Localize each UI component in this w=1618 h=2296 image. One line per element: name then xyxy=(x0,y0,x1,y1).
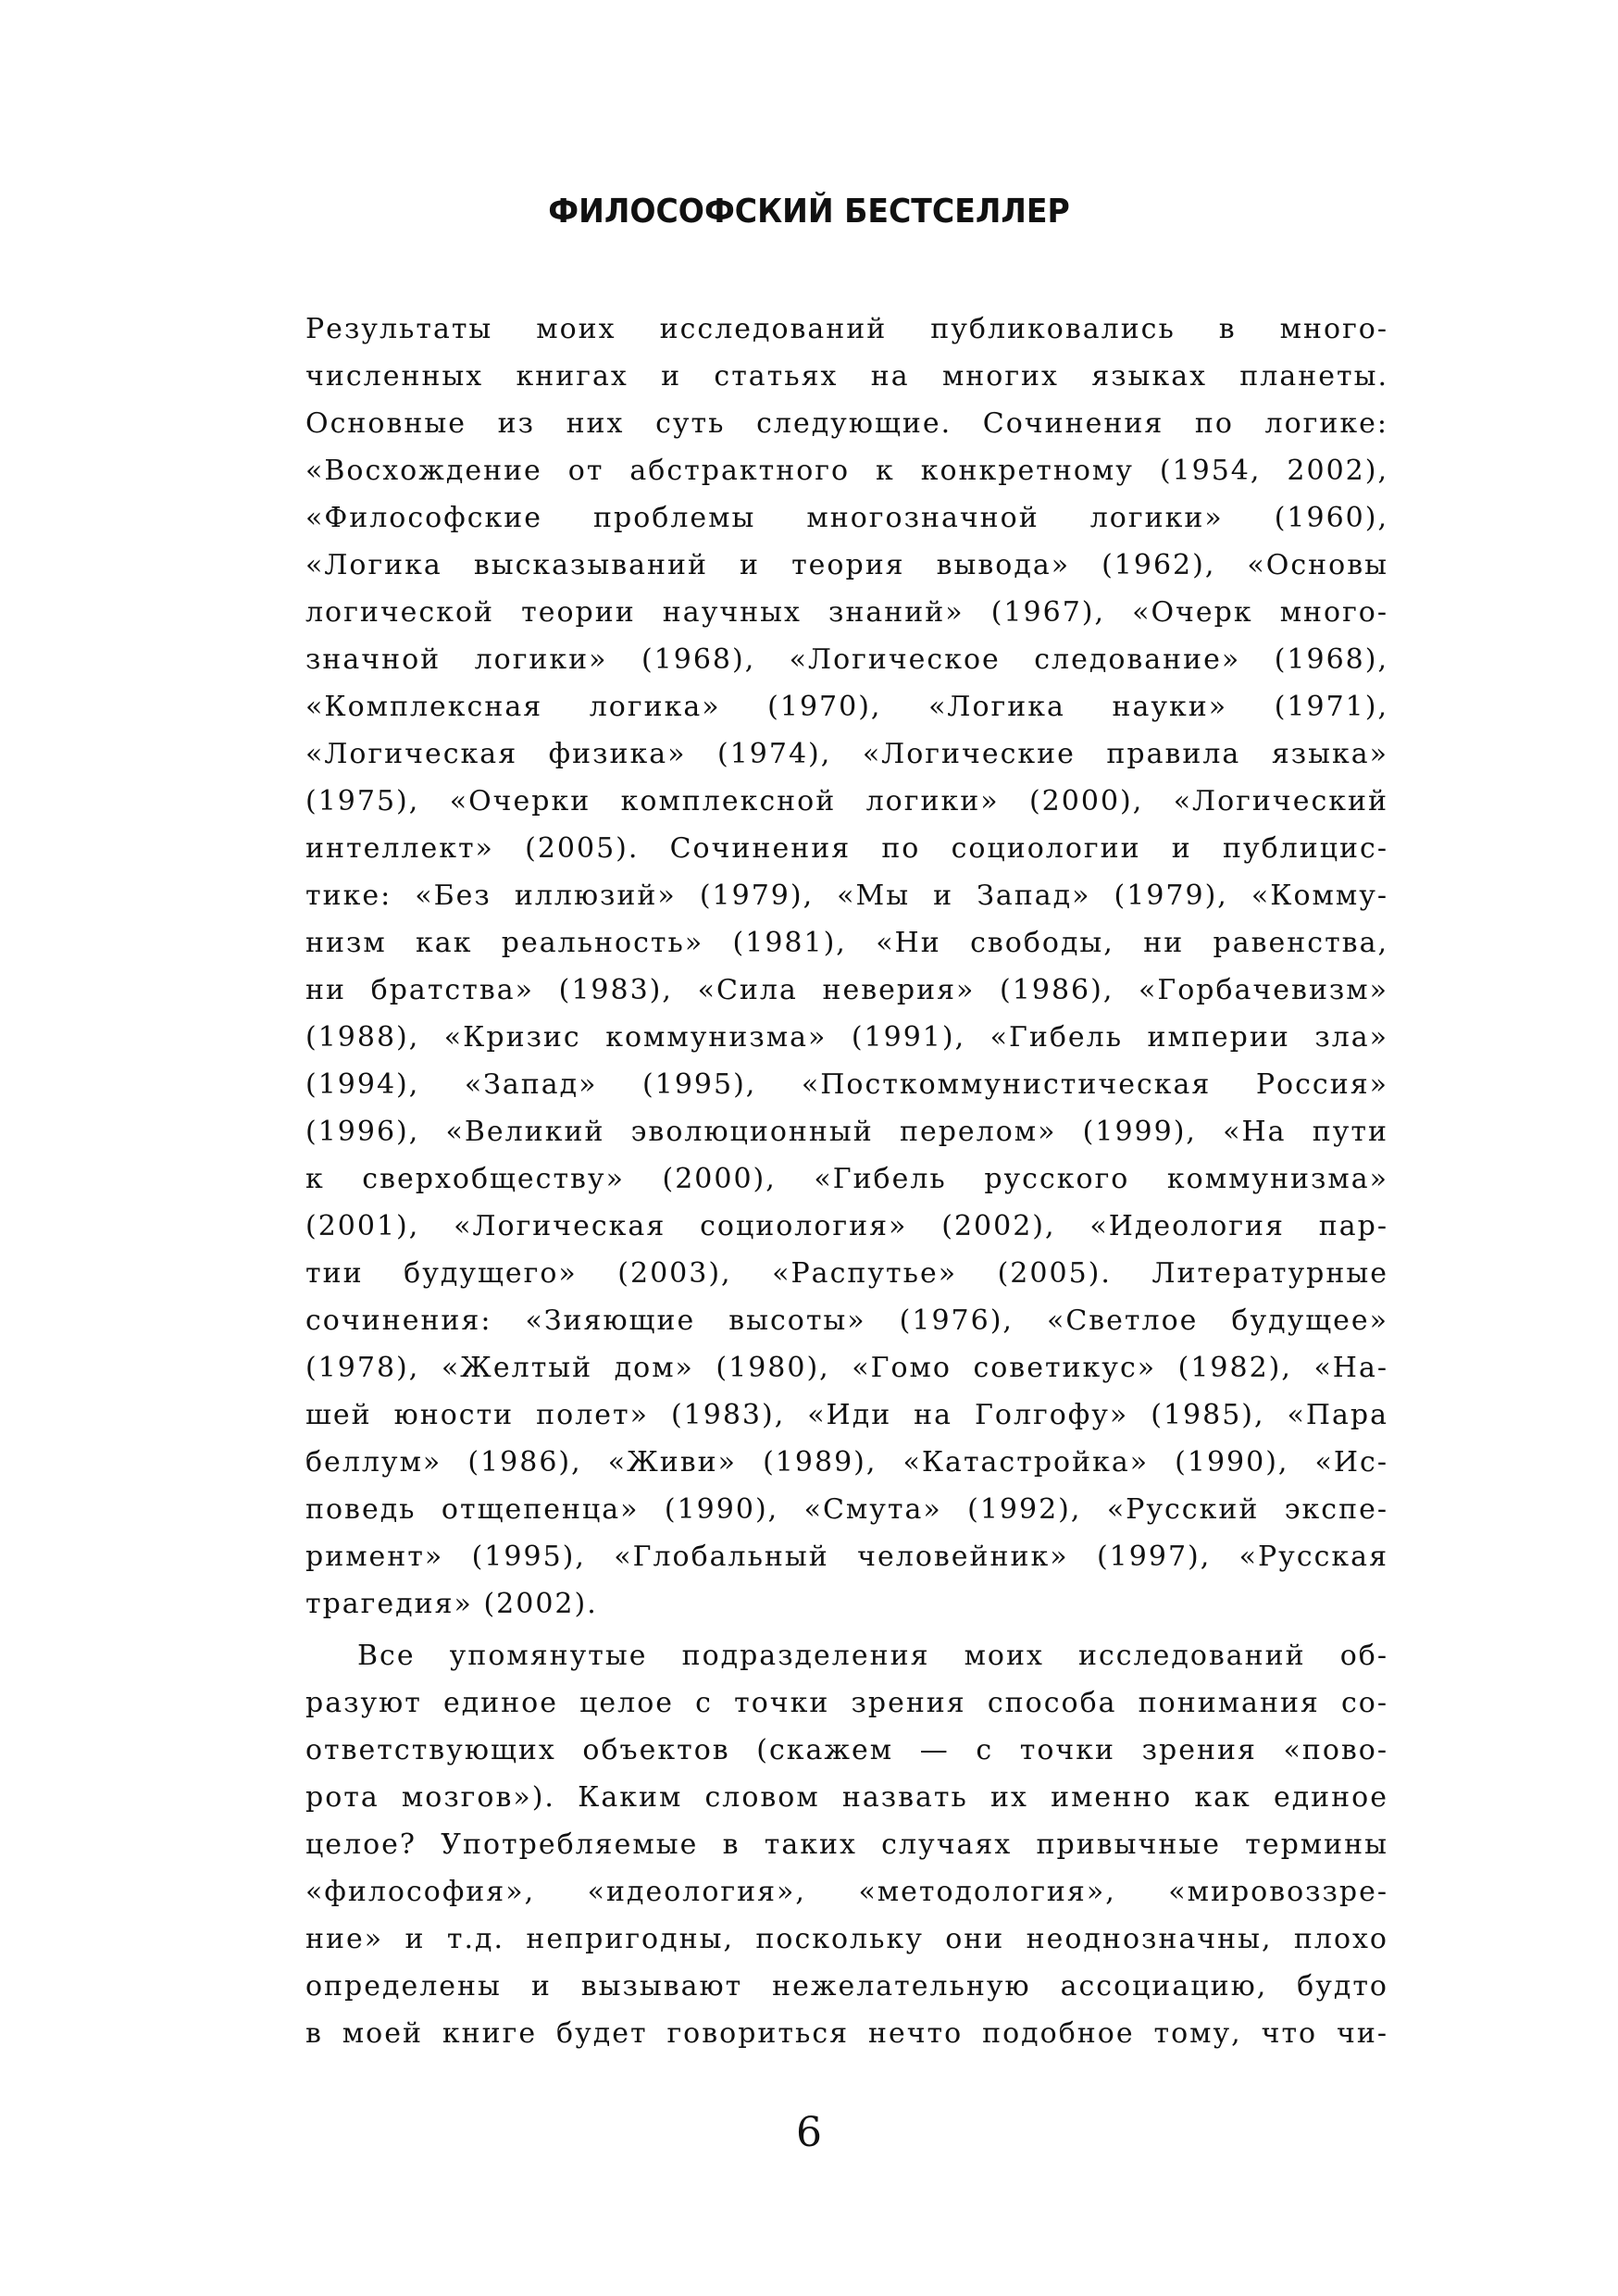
paragraph-1 xyxy=(305,306,1388,1628)
text-line: Все упомянутые подразделения моих исследований об- xyxy=(357,1640,1388,1672)
text-line: интеллект» (2005). Сочинения по социологии и публицис- xyxy=(305,832,1388,865)
text-line: определены и вызывают нежелательную ассоциацию, будто xyxy=(305,1970,1388,2003)
text-line: Результаты моих исследований публиковались в много- xyxy=(305,313,1388,345)
text-line: (1975), «Очерки комплексной логики» (2000), «Логический xyxy=(305,785,1388,817)
text-line: логической теории научных знаний» (1967), «Очерк много- xyxy=(305,596,1388,629)
text-line: трагедия» (2002). xyxy=(305,1588,598,1620)
text-line: значной логики» (1968), «Логическое следование» (1968), xyxy=(305,643,1388,676)
text-line: тии будущего» (2003), «Распутье» (2005). Литературные xyxy=(305,1257,1388,1290)
page-number: 6 xyxy=(796,2109,822,2156)
text-line: в моей книге будет говориться нечто подобное тому, что чи- xyxy=(305,2017,1388,2050)
text-line: разуют единое целое с точки зрения способа понимания со- xyxy=(305,1687,1388,1719)
text-line: римент» (1995), «Глобальный человейник» (1997), «Русская xyxy=(305,1541,1388,1573)
text-line: «Восхождение от абстрактного к конкретному (1954, 2002), xyxy=(305,455,1388,487)
text-line: «философия», «идеология», «методология», «мировоззре- xyxy=(305,1876,1388,1908)
text-line: к сверхобществу» (2000), «Гибель русского коммунизма» xyxy=(305,1163,1388,1195)
text-line: поведь отщепенца» (1990), «Смута» (1992), «Русский экспе- xyxy=(305,1493,1388,1526)
text-line: ни братства» (1983), «Сила неверия» (1986), «Горбачевизм» xyxy=(305,974,1388,1006)
text-line: (1996), «Великий эволюционный перелом» (1999), «На пути xyxy=(305,1116,1388,1148)
text-line: (2001), «Логическая социология» (2002), «Идеология пар- xyxy=(305,1210,1388,1242)
text-line: (1988), «Кризис коммунизма» (1991), «Гибель империи зла» xyxy=(305,1021,1388,1054)
text-line: низм как реальность» (1981), «Ни свободы, ни равенства, xyxy=(305,927,1388,959)
running-head: ФИЛОСОФСКИЙ БЕСТСЕЛЛЕР xyxy=(548,193,1070,231)
text-line: тике: «Без иллюзий» (1979), «Мы и Запад» (1979), «Комму- xyxy=(305,880,1388,912)
text-line: «Комплексная логика» (1970), «Логика науки» (1971), xyxy=(305,691,1388,723)
text-line: «Логическая физика» (1974), «Логические правила языка» xyxy=(305,738,1388,770)
paragraph-2 xyxy=(305,1632,1388,2057)
text-line: Основные из них суть следующие. Сочинения по логике: xyxy=(305,407,1388,440)
text-line: целое? Употребляемые в таких случаях привычные термины xyxy=(305,1828,1388,1861)
text-line: «Философские проблемы многозначной логики» (1960), xyxy=(305,502,1388,534)
text-line: (1978), «Желтый дом» (1980), «Гомо советикус» (1982), «На- xyxy=(305,1352,1388,1384)
text-line: рота мозгов»). Каким словом назвать их именно как единое xyxy=(305,1781,1388,1814)
text-line: шей юности полет» (1983), «Иди на Голгофу» (1985), «Пара xyxy=(305,1399,1388,1431)
text-line: численных книгах и статьях на многих языках планеты. xyxy=(305,360,1388,393)
text-line: ние» и т.д. непригодны, поскольку они неоднозначны, плохо xyxy=(305,1923,1388,1955)
text-line: ответствующих объектов (скажем — с точки зрения «пово- xyxy=(305,1734,1388,1766)
text-line: «Логика высказываний и теория вывода» (1962), «Основы xyxy=(305,549,1388,581)
text-line: сочинения: «Зияющие высоты» (1976), «Светлое будущее» xyxy=(305,1304,1388,1337)
body-text xyxy=(305,306,1388,2062)
text-line: беллум» (1986), «Живи» (1989), «Катастройка» (1990), «Ис- xyxy=(305,1446,1388,1479)
text-line: (1994), «Запад» (1995), «Посткоммунистическая Россия» xyxy=(305,1068,1388,1101)
